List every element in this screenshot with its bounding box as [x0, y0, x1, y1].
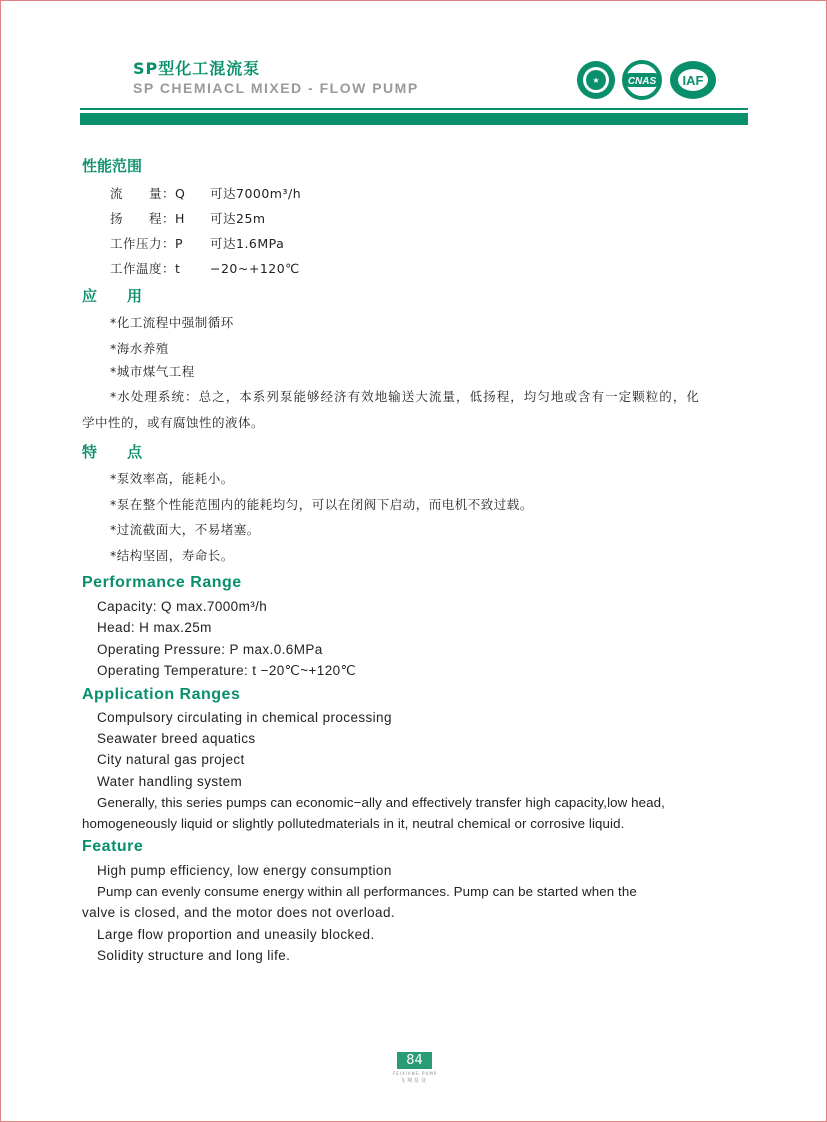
heading-perf-cn: 性能范围 [82, 157, 143, 175]
feat-item: Solidity structure and long life. [97, 948, 291, 963]
title-en: SP CHEMIACL MIXED - FLOW PUMP [133, 80, 419, 96]
app-item: *海水养殖 [110, 341, 169, 356]
app-item: *化工流程中强制循环 [110, 315, 234, 330]
perf-row: 工作压力：P 可达1.6MPa [110, 236, 285, 251]
app-item: *城市煤气工程 [110, 364, 195, 379]
perf-item: Capacity: Q max.7000m³/h [97, 599, 268, 614]
footer-brand-en: FEIXIANG PUMP [393, 1071, 438, 1076]
feat-item: Pump can evenly consume energy within all performances. Pump can be started when the [97, 884, 637, 899]
iaf-logo-icon [670, 61, 716, 99]
seal-logo-icon [577, 61, 615, 99]
feat-item: High pump efficiency, low energy consumption [97, 863, 392, 878]
header-bar [80, 113, 748, 125]
app-item-cont: 学中性的，或有腐蚀性的液体。 [82, 415, 265, 430]
heading-feat-cn: 特 点 [82, 443, 143, 461]
svg-text:IAF: IAF [682, 73, 704, 88]
feat-item: *泵效率高，能耗小。 [110, 471, 234, 486]
cnas-logo-icon [624, 62, 660, 98]
perf-row: 工作温度：t −20~+120℃ [110, 261, 300, 276]
heading-app-cn: 应 用 [82, 287, 143, 305]
page-number: 84 [397, 1052, 432, 1069]
app-item-cont: homogeneously liquid or slightly pollutedmaterials in it, neutral chemical or corrosive liquid. [82, 816, 625, 831]
title-cn: SP型化工混流泵 [133, 59, 261, 78]
perf-item: Operating Pressure: P max.0.6MPa [97, 642, 323, 657]
app-item: *水处理系统：总之，本系列泵能够经济有效地输送大流量，低扬程，均匀地或含有一定颗粒的，化 [110, 389, 700, 404]
feat-item: *泵在整个性能范围内的能耗均匀，可以在闭阀下启动，而电机不致过载。 [110, 497, 533, 512]
perf-item: Operating Temperature: t −20℃~+120℃ [97, 663, 357, 678]
feat-item: Large flow proportion and uneasily blocked. [97, 927, 375, 942]
certification-logos [574, 60, 719, 104]
feat-item: *过流截面大，不易堵塞。 [110, 522, 260, 537]
app-item: Water handling system [97, 774, 243, 789]
heading-feat-en: Feature [82, 838, 144, 855]
perf-item: Head: H max.25m [97, 620, 212, 635]
feat-item-cont: valve is closed, and the motor does not overload. [82, 905, 396, 920]
svg-text:★: ★ [592, 76, 600, 85]
app-item: Generally, this series pumps can economic−ally and effectively transfer high capacity,low head, [97, 795, 665, 810]
feat-item: *结构坚固，寿命长。 [110, 548, 234, 563]
header-rule [80, 108, 748, 110]
heading-app-en: Application Ranges [82, 686, 241, 703]
footer-brand-cn: 飞翔泵业 [400, 1078, 429, 1084]
heading-perf-en: Performance Range [82, 574, 242, 591]
perf-row: 扬 程：H 可达25m [110, 211, 266, 226]
app-item: Compulsory circulating in chemical processing [97, 710, 392, 725]
perf-row: 流 量：Q 可达7000m³/h [110, 186, 302, 201]
svg-text:CNAS: CNAS [627, 76, 657, 87]
app-item: City natural gas project [97, 752, 245, 767]
app-item: Seawater breed aquatics [97, 731, 256, 746]
